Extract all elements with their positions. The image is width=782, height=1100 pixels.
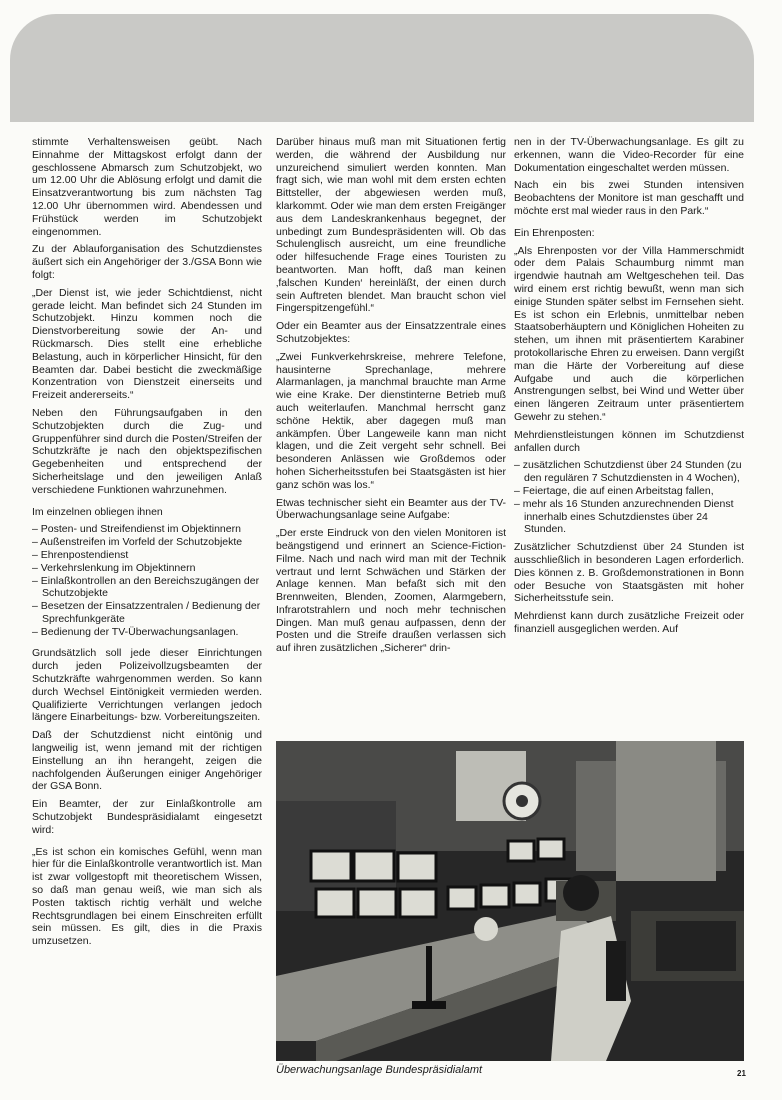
list-item: – zusätzlichen Schutzdienst über 24 Stunden (zu den regulären 7 Schutzdiensten in 4 Wochen), [514,459,742,485]
paragraph: Oder ein Beamter aus der Einsatzzentrale eines Schutzobjektes: [276,320,506,345]
list-item: – Bedienung der TV-Überwachungsanlagen. [32,625,239,638]
quote-paragraph: „Als Ehrenposten vor der Villa Hammerschmidt oder dem Palais Schaumburg nimmt man irgendwie hautnah am Weltgeschehen teil. Das wird einem erst richtig bewußt, wenn man sich einige Stunden später selbst im Fernsehen sieht. Es ist schon ein Erlebnis, unmittelbar neben Staatsoberhäuptern und Königlichen Hoheiten zu stehen, um ihnen mit präsentiertem Karabiner protokollarische Ehren zu erweisen. Dann vergißt man die Härte der Vorbereitung auf diese Aufgabe und auch die körperlichen Anstrengungen selbst, bei Wind und Wetter über einen längeren Zeitraum unter präsentiertem Gewehr zu stehen.“ [514,244,744,423]
text-column-3 [514,136,744,641]
paragraph: Daß der Schutzdienst nicht eintönig und langweilig ist, wenn jemand mit der richtigen Einstellung an ihn herangeht, zeigen die nachfolgenden Äußerungen einiger Angehöriger der GSA Bonn. [32,729,262,793]
duty-list [32,523,262,638]
list-item: – Feiertage, die auf einen Arbeitstag fallen, [514,484,714,497]
paragraph: Zusätzlicher Schutzdienst über 24 Stunden ist ausschließlich in besonderen Lagen erforderlich. Dies können z. B. Großdemonstrationen in Bonn oder Besuche von Staatsgästen mit hoher Sicherheitsstufe sein. [514,541,744,605]
quote-paragraph: „Zwei Funkverkehrskreise, mehrere Telefone, hausinterne Sprechanlage, mehrere Alarmanlagen, ja manchmal brauchte man Arme wie eine Krake. Der dienstinterne Betrieb muß auch weiterlaufen. Manchmal herrscht ganz schöne Hektik, aber dagegen muß man ankämpfen. Über Langeweile kann man nicht klagen, und die Zeit vergeht sehr schnell. Bei besonderen Anlässen wie Großdemos oder hohen Sicherheitsstufen bei Staatsgästen ist hier ganz schön was los.“ [276,350,506,491]
quote-paragraph: „Der Dienst ist, wie jeder Schichtdienst, nicht gerade leicht. Man befindet sich 24 Stunden im Schutzobjekt. Hinzu kommen noch die Dienstvorbereitung sowie der An- und Rückmarsch. Dies stellt eine erhebliche Belastung, auch in körperlicher Hinsicht, für den Beamten dar. Dabei besticht die zweckmäßige Konzentration von Dienstzeit einerseits und Freizeit andererseits.“ [32,286,262,402]
quote-paragraph: „Es ist schon ein komisches Gefühl, wenn man hier für die Einlaßkontrolle verantwortlich ist. Man ist zwar vollgestopft mit theoretischem Wissen, so daß man genau weiß, wie man sich als Posten taktisch richtig verhält und welche Rechtsgrundlagen bei einem Einschreiten erfüllt sein müssen. Es gilt, dies in die Praxis umzusetzen. [32,845,262,948]
paragraph: Mehrdienst kann durch zusätzliche Freizeit oder finanziell ausgeglichen werden. Auf [514,610,744,635]
header-banner [10,14,754,122]
figure-caption: Überwachungsanlage Bundespräsidialamt [276,1064,483,1076]
photo-illustration [276,741,744,1061]
list-item: – Besetzen der Einsatzzentralen / Bedienung der Sprechfunkgeräte [32,600,261,625]
paragraph: Ein Beamter, der zur Einlaßkontrolle am Schutzobjekt Bundespräsidialamt eingesetzt wird: [32,798,262,836]
paragraph: Etwas technischer sieht ein Beamter aus der TV-Überwachungsanlage seine Aufgabe: [276,496,506,522]
page-number: 21 [737,1069,746,1078]
paragraph: Zu der Ablauforganisation des Schutzdienstes äußert sich ein Angehöriger der 3./GSA Bonn wie folgt: [32,243,262,281]
list-item: – mehr als 16 Stunden anzurechnenden Dienst innerhalb eines Schutzdienstes über 24 Stunden. [514,497,734,536]
paragraph: Nach ein bis zwei Stunden intensiven Beobachtens der Monitore ist man geschafft und möchte erst mal wieder raus in den Park.“ [514,179,744,217]
list-item: – Posten- und Streifendienst im Objektinnern [32,523,241,536]
paragraph: Darüber hinaus muß man mit Situationen fertig werden, die während der Ausbildung nur unzureichend simuliert werden konnten. Man fragt sich, wie man wohl mit dem ersten echten Bittsteller, der abgewiesen werden muß, klarkommt. Oder wie man dem ersten Freigänger aus dem Landeskrankenhaus begegnet, der unbedingt zum Bundespräsidenten will. Ob das Schulenglisch ausreicht, um eine freundliche oder hilfesuchende Frage eines Touristen zu beantworten. Man hofft, daß man keinen ‚falschen Kunden‘ hereinläßt, der einen durch sein Auftreten blendet. Man braucht schon viel Fingerspitzengefühl.“ [276,136,506,315]
list-item: – Außenstreifen im Vorfeld der Schutzobjekte [32,536,243,549]
paragraph: Neben den Führungsaufgaben in den Schutzobjekten durch die Zug- und Gruppenführer sind durch die Posten/Streifen der Schutzkräfte je nach den objektspezifischen Gegebenheiten und entsprechend der Sicherheitslage und den jeweiligen Anlaß verschiedene Funktionen wahrzunehmen. [32,406,262,496]
paragraph: Mehrdienstleistungen können im Schutzdienst anfallen durch [514,428,744,454]
surveillance-room-photo [276,741,744,1061]
paragraph: nen in der TV-Überwachungsanlage. Es gilt zu erkennen, wann die Video-Recorder für eine Dokumentation eingeschaltet werden müssen. [514,136,744,174]
paragraph: stimmte Verhaltensweisen geübt. Nach Einnahme der Mittagskost erfolgt dann der geschlossene Abmarsch zum Schutzobjekt, wo um 12.00 Uhr die Ablösung erfolgt und damit die Einsatzverantwortung bis zum nächsten Tag 12.00 Uhr übernommen wird. Abendessen und Frühstück werden im Schutzobjekt eingenommen. [32,136,262,238]
list-item: – Einlaßkontrollen an den Bereichszugängen der Schutzobjekte [32,574,260,600]
extra-duty-list [514,459,744,536]
paragraph: Im einzelnen obliegen ihnen [32,505,163,518]
quote-paragraph: „Der erste Eindruck von den vielen Monitoren ist beängstigend und erinnert an Science-Fiction-Filme. Nach und nach wird man mit der Technik vertraut und lernt Schwächen und Stärken der Anlage kennen. Man befaßt sich mit den Brennweiten, Blenden, Zoomen, Alarmgebern, Infrarotstrahlern und noch mehr technischen Dingen. Man muß genau aufpassen, denn der Posten und die Streife draußen verlassen sich auf ihren zusätzlichen „Sicherer“ drin- [276,527,506,655]
text-column-2 [276,136,506,660]
text-column-1 [32,136,262,953]
list-item: – Verkehrslenkung im Objektinnern [32,561,196,574]
list-item: – Ehrenpostendienst [32,548,129,561]
paragraph: Ein Ehrenposten: [514,226,595,239]
paragraph: Grundsätzlich soll jede dieser Einrichtungen durch jeden Polizeivollzugsbeamten der Schutzkräfte wahrgenommen werden. So kann durch Wechsel Eintönigkeit vermieden werden. Qualifizierte Verrichtungen verlangen jedoch längere Einarbeitungs- bzw. Vorbereitungszeiten. [32,647,262,724]
